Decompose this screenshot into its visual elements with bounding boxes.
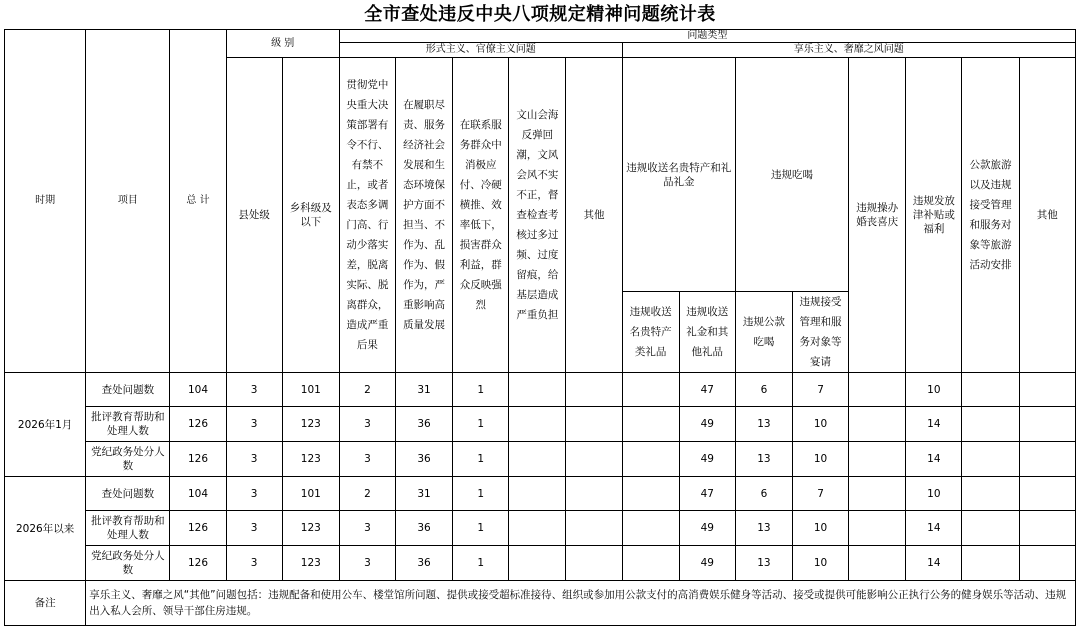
cell-allow: 10	[906, 477, 962, 511]
period-header: 时期	[5, 30, 86, 373]
table-row	[5, 546, 1076, 581]
cell-f5	[566, 373, 622, 407]
cell-total: 104	[170, 373, 226, 407]
cell-f2: 36	[396, 407, 453, 442]
cell-f4	[509, 442, 566, 477]
cell-f4	[509, 546, 566, 581]
row-item: 党纪政务处分人数	[86, 546, 170, 581]
cell-f2: 36	[396, 442, 453, 477]
cell-f4	[509, 373, 566, 407]
cell-f3: 1	[453, 511, 509, 546]
row-item: 查处问题数	[86, 373, 170, 407]
cell-g1	[622, 546, 679, 581]
cell-other	[1019, 442, 1075, 477]
cell-g2: 49	[679, 442, 735, 477]
cell-d2: 7	[792, 477, 848, 511]
formalism-header: 形式主义、官僚主义问题	[339, 43, 622, 58]
cell-f1: 3	[339, 546, 395, 581]
cell-township: 101	[282, 373, 339, 407]
table-row	[5, 511, 1076, 546]
page-title: 全市查处违反中央八项规定精神问题统计表	[364, 4, 716, 25]
cell-total: 126	[170, 546, 226, 581]
cell-g2: 49	[679, 407, 735, 442]
cell-g1	[622, 373, 679, 407]
cell-f5	[566, 511, 622, 546]
cell-d2: 10	[792, 407, 848, 442]
dining-sub-1: 违规公款吃喝	[735, 292, 792, 373]
cell-wed	[849, 511, 906, 546]
cell-f3: 1	[453, 546, 509, 581]
cell-county: 3	[226, 477, 282, 511]
cell-f1: 2	[339, 373, 395, 407]
cell-township: 123	[282, 546, 339, 581]
cell-allow: 14	[906, 546, 962, 581]
cell-travel	[962, 442, 1019, 477]
cell-f1: 2	[339, 477, 395, 511]
dining-sub-2: 违规接受管理和服务对象等宴请	[792, 292, 848, 373]
cell-wed	[849, 442, 906, 477]
problem-type-header: 问题类型	[339, 30, 1075, 43]
row-item: 查处问题数	[86, 477, 170, 511]
cell-f2: 36	[396, 511, 453, 546]
cell-county: 3	[226, 511, 282, 546]
cell-g1	[622, 442, 679, 477]
cell-f4	[509, 477, 566, 511]
cell-f3: 1	[453, 373, 509, 407]
formalism-col-other: 其他	[566, 58, 622, 373]
table-row	[5, 477, 1076, 511]
cell-f2: 31	[396, 477, 453, 511]
cell-g1	[622, 511, 679, 546]
row-item: 批评教育帮助和处理人数	[86, 407, 170, 442]
item-header: 项目	[86, 30, 170, 373]
cell-allow: 14	[906, 511, 962, 546]
cell-f1: 3	[339, 442, 395, 477]
cell-d1: 13	[735, 442, 792, 477]
cell-total: 104	[170, 477, 226, 511]
hedonism-header: 享乐主义、奢靡之风问题	[622, 43, 1075, 58]
cell-township: 123	[282, 442, 339, 477]
cell-travel	[962, 407, 1019, 442]
cell-county: 3	[226, 373, 282, 407]
cell-f5	[566, 546, 622, 581]
cell-f5	[566, 407, 622, 442]
cell-county: 3	[226, 546, 282, 581]
township-level-header: 乡科级及以下	[282, 58, 339, 373]
cell-d1: 13	[735, 511, 792, 546]
cell-d2: 10	[792, 442, 848, 477]
cell-township: 123	[282, 407, 339, 442]
county-level-header: 县处级	[226, 58, 282, 373]
note-label: 备注	[5, 581, 86, 626]
hedonism-col-other: 其他	[1019, 58, 1075, 373]
table-row	[5, 373, 1076, 407]
cell-other	[1019, 373, 1075, 407]
cell-travel	[962, 546, 1019, 581]
table-row	[5, 442, 1076, 477]
formalism-col-4: 文山会海反弹回潮，文风会风不实不正，督查检查考核过多过频、过度留痕，给基层造成严重负担	[509, 58, 566, 373]
dining-header: 违规吃喝	[735, 58, 848, 292]
cell-wed	[849, 546, 906, 581]
cell-travel	[962, 477, 1019, 511]
cell-total: 126	[170, 442, 226, 477]
level-header: 级 别	[226, 30, 339, 58]
cell-g2: 47	[679, 373, 735, 407]
cell-wed	[849, 373, 906, 407]
cell-f5	[566, 442, 622, 477]
wedding-header: 违规操办婚丧喜庆	[849, 58, 906, 373]
cell-total: 126	[170, 511, 226, 546]
cell-d2: 10	[792, 511, 848, 546]
allowance-header: 违规发放津补贴或福利	[906, 58, 962, 373]
cell-f3: 1	[453, 442, 509, 477]
total-header: 总 计	[170, 30, 226, 373]
cell-f4	[509, 407, 566, 442]
cell-f2: 31	[396, 373, 453, 407]
cell-d1: 13	[735, 407, 792, 442]
cell-f1: 3	[339, 511, 395, 546]
cell-wed	[849, 477, 906, 511]
cell-d2: 7	[792, 373, 848, 407]
gift-sub-1: 违规收送名贵特产类礼品	[622, 292, 679, 373]
gift-sub-2: 违规收送礼金和其他礼品	[679, 292, 735, 373]
cell-d1: 6	[735, 373, 792, 407]
cell-county: 3	[226, 442, 282, 477]
cell-allow: 14	[906, 442, 962, 477]
cell-g2: 47	[679, 477, 735, 511]
cell-f5	[566, 477, 622, 511]
gift-header: 违规收送名贵特产和礼品礼金	[622, 58, 735, 292]
formalism-col-2: 在履职尽责、服务经济社会发展和生态环境保护方面不担当、不作为、乱作为、假作为，严重影响高质量发展	[396, 58, 453, 373]
cell-township: 101	[282, 477, 339, 511]
travel-header: 公款旅游以及违规接受管理和服务对象等旅游活动安排	[962, 58, 1019, 373]
cell-f3: 1	[453, 477, 509, 511]
cell-g1	[622, 477, 679, 511]
row-item: 批评教育帮助和处理人数	[86, 511, 170, 546]
cell-d1: 6	[735, 477, 792, 511]
formalism-col-3: 在联系服务群众中消极应付、冷硬横推、效率低下，损害群众利益，群众反映强烈	[453, 58, 509, 373]
table-row	[5, 407, 1076, 442]
cell-township: 123	[282, 511, 339, 546]
cell-other	[1019, 511, 1075, 546]
cell-g2: 49	[679, 546, 735, 581]
cell-f1: 3	[339, 407, 395, 442]
cell-f3: 1	[453, 407, 509, 442]
cell-f4	[509, 511, 566, 546]
cell-other	[1019, 546, 1075, 581]
cell-f2: 36	[396, 546, 453, 581]
period-label: 2026年以来	[5, 477, 86, 581]
row-item: 党纪政务处分人数	[86, 442, 170, 477]
cell-other	[1019, 407, 1075, 442]
period-label: 2026年1月	[5, 373, 86, 477]
cell-allow: 10	[906, 373, 962, 407]
formalism-col-1: 贯彻党中央重大决策部署有令不行、有禁不止，或者表态多调门高、行动少落实差，脱离实际、脱离群众，造成严重后果	[339, 58, 395, 373]
cell-allow: 14	[906, 407, 962, 442]
note-text: 享乐主义、奢靡之风“其他”问题包括：违规配备和使用公车、楼堂馆所问题、提供或接受超标准接待、组织或参加用公款支付的高消费娱乐健身等活动、接受或提供可能影响公正执行公务的健身娱乐等活动、违规出入私人会所、领导干部住房违规。	[86, 581, 1076, 626]
statistics-table	[4, 29, 1076, 626]
cell-g2: 49	[679, 511, 735, 546]
cell-wed	[849, 407, 906, 442]
cell-d1: 13	[735, 546, 792, 581]
cell-g1	[622, 407, 679, 442]
cell-travel	[962, 511, 1019, 546]
cell-county: 3	[226, 407, 282, 442]
cell-total: 126	[170, 407, 226, 442]
cell-other	[1019, 477, 1075, 511]
cell-travel	[962, 373, 1019, 407]
cell-d2: 10	[792, 546, 848, 581]
